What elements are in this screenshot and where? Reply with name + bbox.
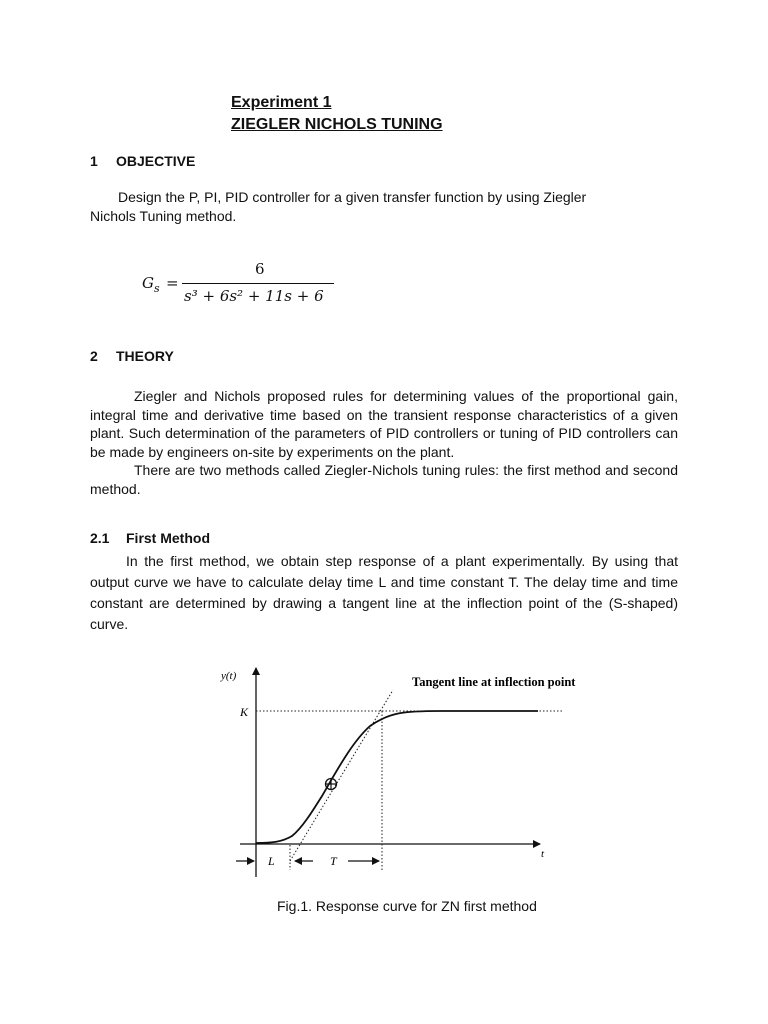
objective-line-2: Nichols Tuning method. xyxy=(90,208,237,224)
section-2-title: THEORY xyxy=(116,348,174,364)
equation-denominator: s³ + 6s² + 11s + 6 xyxy=(184,287,324,305)
t-label: T xyxy=(330,854,337,868)
response-curve-figure xyxy=(0,650,768,890)
first-method-paragraph: In the first method, we obtain step response of a plant experimentally. By using that output curve we have to calculate delay time L and time constant T. The delay time and time constant are determined by drawing a tangent line at the inflection point of the (S-shaped) curve. xyxy=(90,553,678,632)
page-title: ZIEGLER NICHOLS TUNING xyxy=(231,116,443,133)
k-label: K xyxy=(240,705,249,719)
section-1-title: OBJECTIVE xyxy=(116,153,196,169)
section-2-heading xyxy=(90,348,174,364)
section-2-1-title: First Method xyxy=(126,530,210,546)
objective-line-1: Design the P, PI, PID controller for a given transfer function by using Ziegler xyxy=(118,189,587,205)
tangent-label: Tangent line at inflection point xyxy=(412,675,576,689)
inflection-point-marker xyxy=(326,779,337,790)
theory-paragraph-1: Ziegler and Nichols proposed rules for determining values of the proportional gain, integral time and derivative time based on the transient response characteristics of a given plant. Such determination of the parameters of PID controllers or tuning of PID controllers can be made by engineers on-site by experiments on the plant. xyxy=(90,388,678,460)
section-2-number: 2 xyxy=(90,348,98,364)
fraction-bar xyxy=(182,283,334,284)
section-1-heading xyxy=(90,153,195,169)
section-2-1-number: 2.1 xyxy=(90,530,110,546)
equation-numerator: 6 xyxy=(255,260,265,278)
equation-equals: = xyxy=(166,274,179,292)
x-axis-label: t xyxy=(541,848,545,860)
y-axis-label: y(t) xyxy=(221,670,237,682)
section-2-1-heading xyxy=(90,530,210,546)
l-label: L xyxy=(268,854,275,868)
response-curve xyxy=(256,711,538,843)
experiment-number: Experiment 1 xyxy=(231,94,332,111)
figure-caption: Fig.1. Response curve for ZN first method xyxy=(277,898,537,914)
tangent-line xyxy=(290,690,393,861)
theory-paragraph-2: There are two methods called Ziegler-Nichols tuning rules: the first method and second method. xyxy=(90,462,678,497)
transfer-function-equation xyxy=(140,260,350,310)
section-1-number: 1 xyxy=(90,153,98,169)
equation-lhs: $G_s$ xyxy=(142,274,160,295)
